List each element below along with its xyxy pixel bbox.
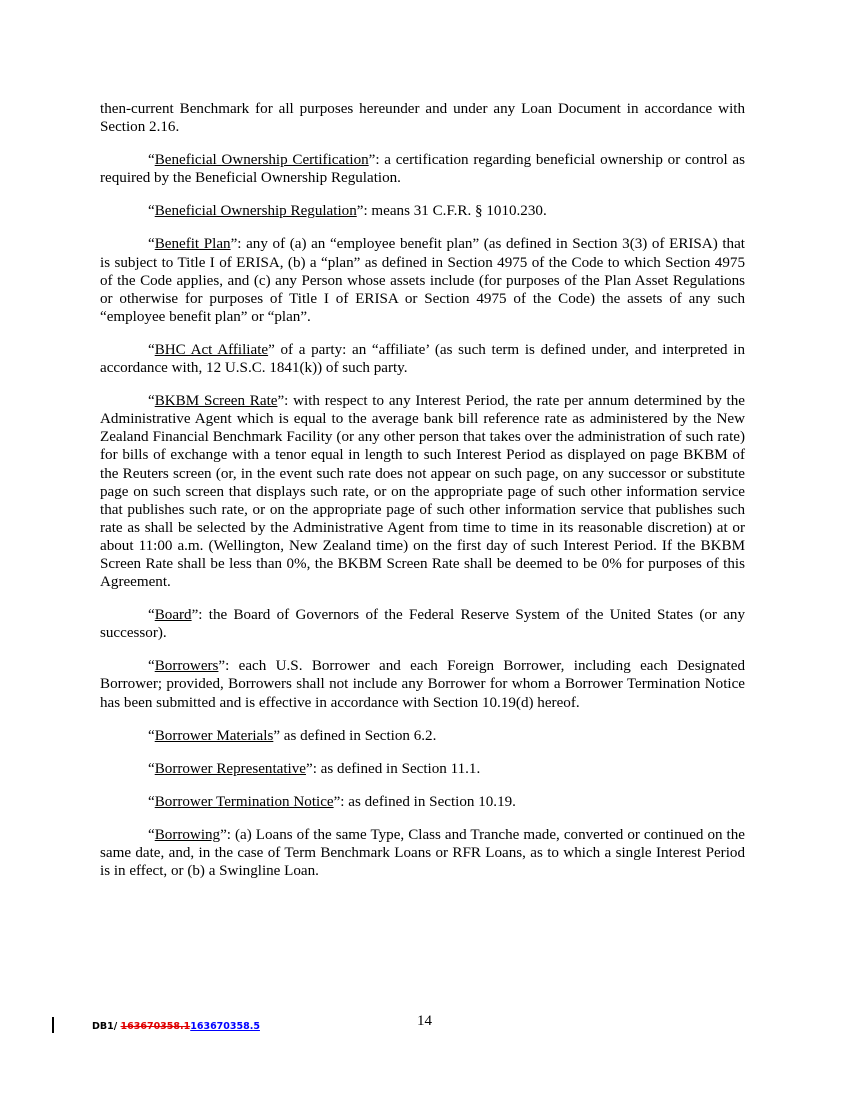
document-id-prefix: DB1/ bbox=[92, 1021, 121, 1032]
defined-term: Beneficial Ownership Certification bbox=[154, 152, 369, 169]
paragraph-lead: “ bbox=[148, 826, 155, 843]
defined-term: Borrower Materials bbox=[154, 727, 274, 744]
definition-text: ”: (a) Loans of the same Type, Class and Tranche made, converted or continued on the same date, and, in the case of Term Benchmark Loans or RFR Loans, as to which a single Interest Period is in effect, or (b) a Swingline Loan. bbox=[100, 826, 745, 880]
paragraph-lead: “ bbox=[148, 393, 155, 410]
definition-beneficial-ownership-regulation bbox=[100, 202, 745, 220]
definition-beneficial-ownership-certification bbox=[100, 151, 745, 187]
definition-benefit-plan bbox=[100, 235, 745, 325]
defined-term: Beneficial Ownership Regulation bbox=[154, 203, 357, 220]
definition-text: ”: as defined in Section 11.1. bbox=[306, 760, 481, 777]
definition-bkbm-screen-rate bbox=[100, 392, 745, 591]
definition-text: ”: a certification regarding beneficial ownership or control as required by the Beneficial Ownership Regulation. bbox=[100, 152, 745, 187]
defined-term: Borrowers bbox=[154, 658, 219, 675]
definition-text: then-current Benchmark for all purposes hereunder and under any Loan Document in accordance with Section 2.16. bbox=[100, 101, 745, 136]
definition-text: ” of a party: an “affiliate’ (as such term is defined under, and interpreted in accordance with, 12 U.S.C. 1841(k)) of such party. bbox=[100, 341, 746, 377]
document-id bbox=[92, 1021, 260, 1032]
paragraph-continuation bbox=[100, 100, 745, 136]
definition-text: ”: the Board of Governors of the Federal Reserve System of the United States (or any successor). bbox=[100, 607, 745, 642]
definition-text: ”: each U.S. Borrower and each Foreign Borrower, including each Designated Borrower; provided, Borrowers shall not include any Borrower for whom a Borrower Termination Notice has been submitted and is effective in accordance with Section 10.19(d) hereof. bbox=[100, 658, 745, 711]
paragraph-lead: “ bbox=[148, 760, 155, 777]
paragraph-lead: “ bbox=[148, 341, 155, 358]
defined-term: BHC Act Affiliate bbox=[154, 341, 269, 358]
page-number: 14 bbox=[417, 1013, 432, 1029]
paragraph-lead: “ bbox=[148, 152, 155, 169]
paragraph-lead: “ bbox=[148, 203, 155, 220]
document-id-deleted: 163670358.1 bbox=[120, 1021, 191, 1032]
defined-term: Borrower Termination Notice bbox=[154, 793, 334, 810]
change-bar bbox=[52, 1017, 54, 1033]
defined-term: Borrowing bbox=[154, 826, 221, 843]
definition-borrowing bbox=[100, 826, 745, 880]
paragraph-lead: “ bbox=[148, 793, 155, 810]
definition-borrower-representative bbox=[100, 760, 745, 778]
document-id-inserted: 163670358.5 bbox=[190, 1021, 260, 1032]
defined-term: BKBM Screen Rate bbox=[154, 393, 278, 410]
defined-term: Board bbox=[154, 607, 192, 624]
paragraph-lead: “ bbox=[148, 236, 155, 253]
paragraph-lead: “ bbox=[148, 607, 155, 624]
definition-text: ”: as defined in Section 10.19. bbox=[333, 793, 516, 810]
paragraph-lead: “ bbox=[148, 658, 155, 675]
definitions-body bbox=[100, 100, 745, 895]
defined-term: Benefit Plan bbox=[154, 236, 231, 253]
definition-borrower-materials bbox=[100, 727, 745, 745]
definition-borrowers bbox=[100, 657, 745, 711]
definition-text: ”: means 31 C.F.R. § 1010.230. bbox=[356, 203, 547, 220]
definition-text: ”: with respect to any Interest Period, the rate per annum determined by the Administrative Agent which is equal to the average bank bill reference rate as administered by the New Zealand Financial Benchmark Facility (or any other person that takes over the administration of such rate) for bills of exchange with a tenor equal in length to such Interest Period as displayed on page BKBM of the Reuters screen (or, in the event such rate does not appear on such page, on any successor or substitute page on such screen that displays such rate, or on the appropriate page of such other information service that publishes such rate, or on the appropriate page of such other information service that publishes such rate as shall be selected by the Administrative Agent from time to time in its reasonable discretion) at or about 11:00 a.m. (Wellington, New Zealand time) on the first day of such Interest Period. If the BKBM Screen Rate shall be less than 0%, the BKBM Screen Rate shall be deemed to be 0% for purposes of this Agreement. bbox=[100, 393, 745, 591]
definition-borrower-termination-notice bbox=[100, 793, 745, 811]
defined-term: Borrower Representative bbox=[154, 760, 307, 777]
paragraph-lead: “ bbox=[148, 727, 155, 744]
definition-bhc-act-affiliate bbox=[100, 341, 745, 377]
definition-text: ”: any of (a) an “employee benefit plan” (as defined in Section 3(3) of ERISA) that is subject to Title I of ERISA, (b) a “plan” as defined in Section 4975 of the Code to which Section 4975 of the Code applies, and (c) any Person whose assets include (for purposes of the Plan Asset Regulations or otherwise for purposes of Title I of ERISA or Section 4975 of the Code) the assets of any such “employee benefit plan” or “plan”. bbox=[100, 236, 745, 325]
definition-board bbox=[100, 606, 745, 642]
definition-text: ” as defined in Section 6.2. bbox=[273, 727, 437, 744]
